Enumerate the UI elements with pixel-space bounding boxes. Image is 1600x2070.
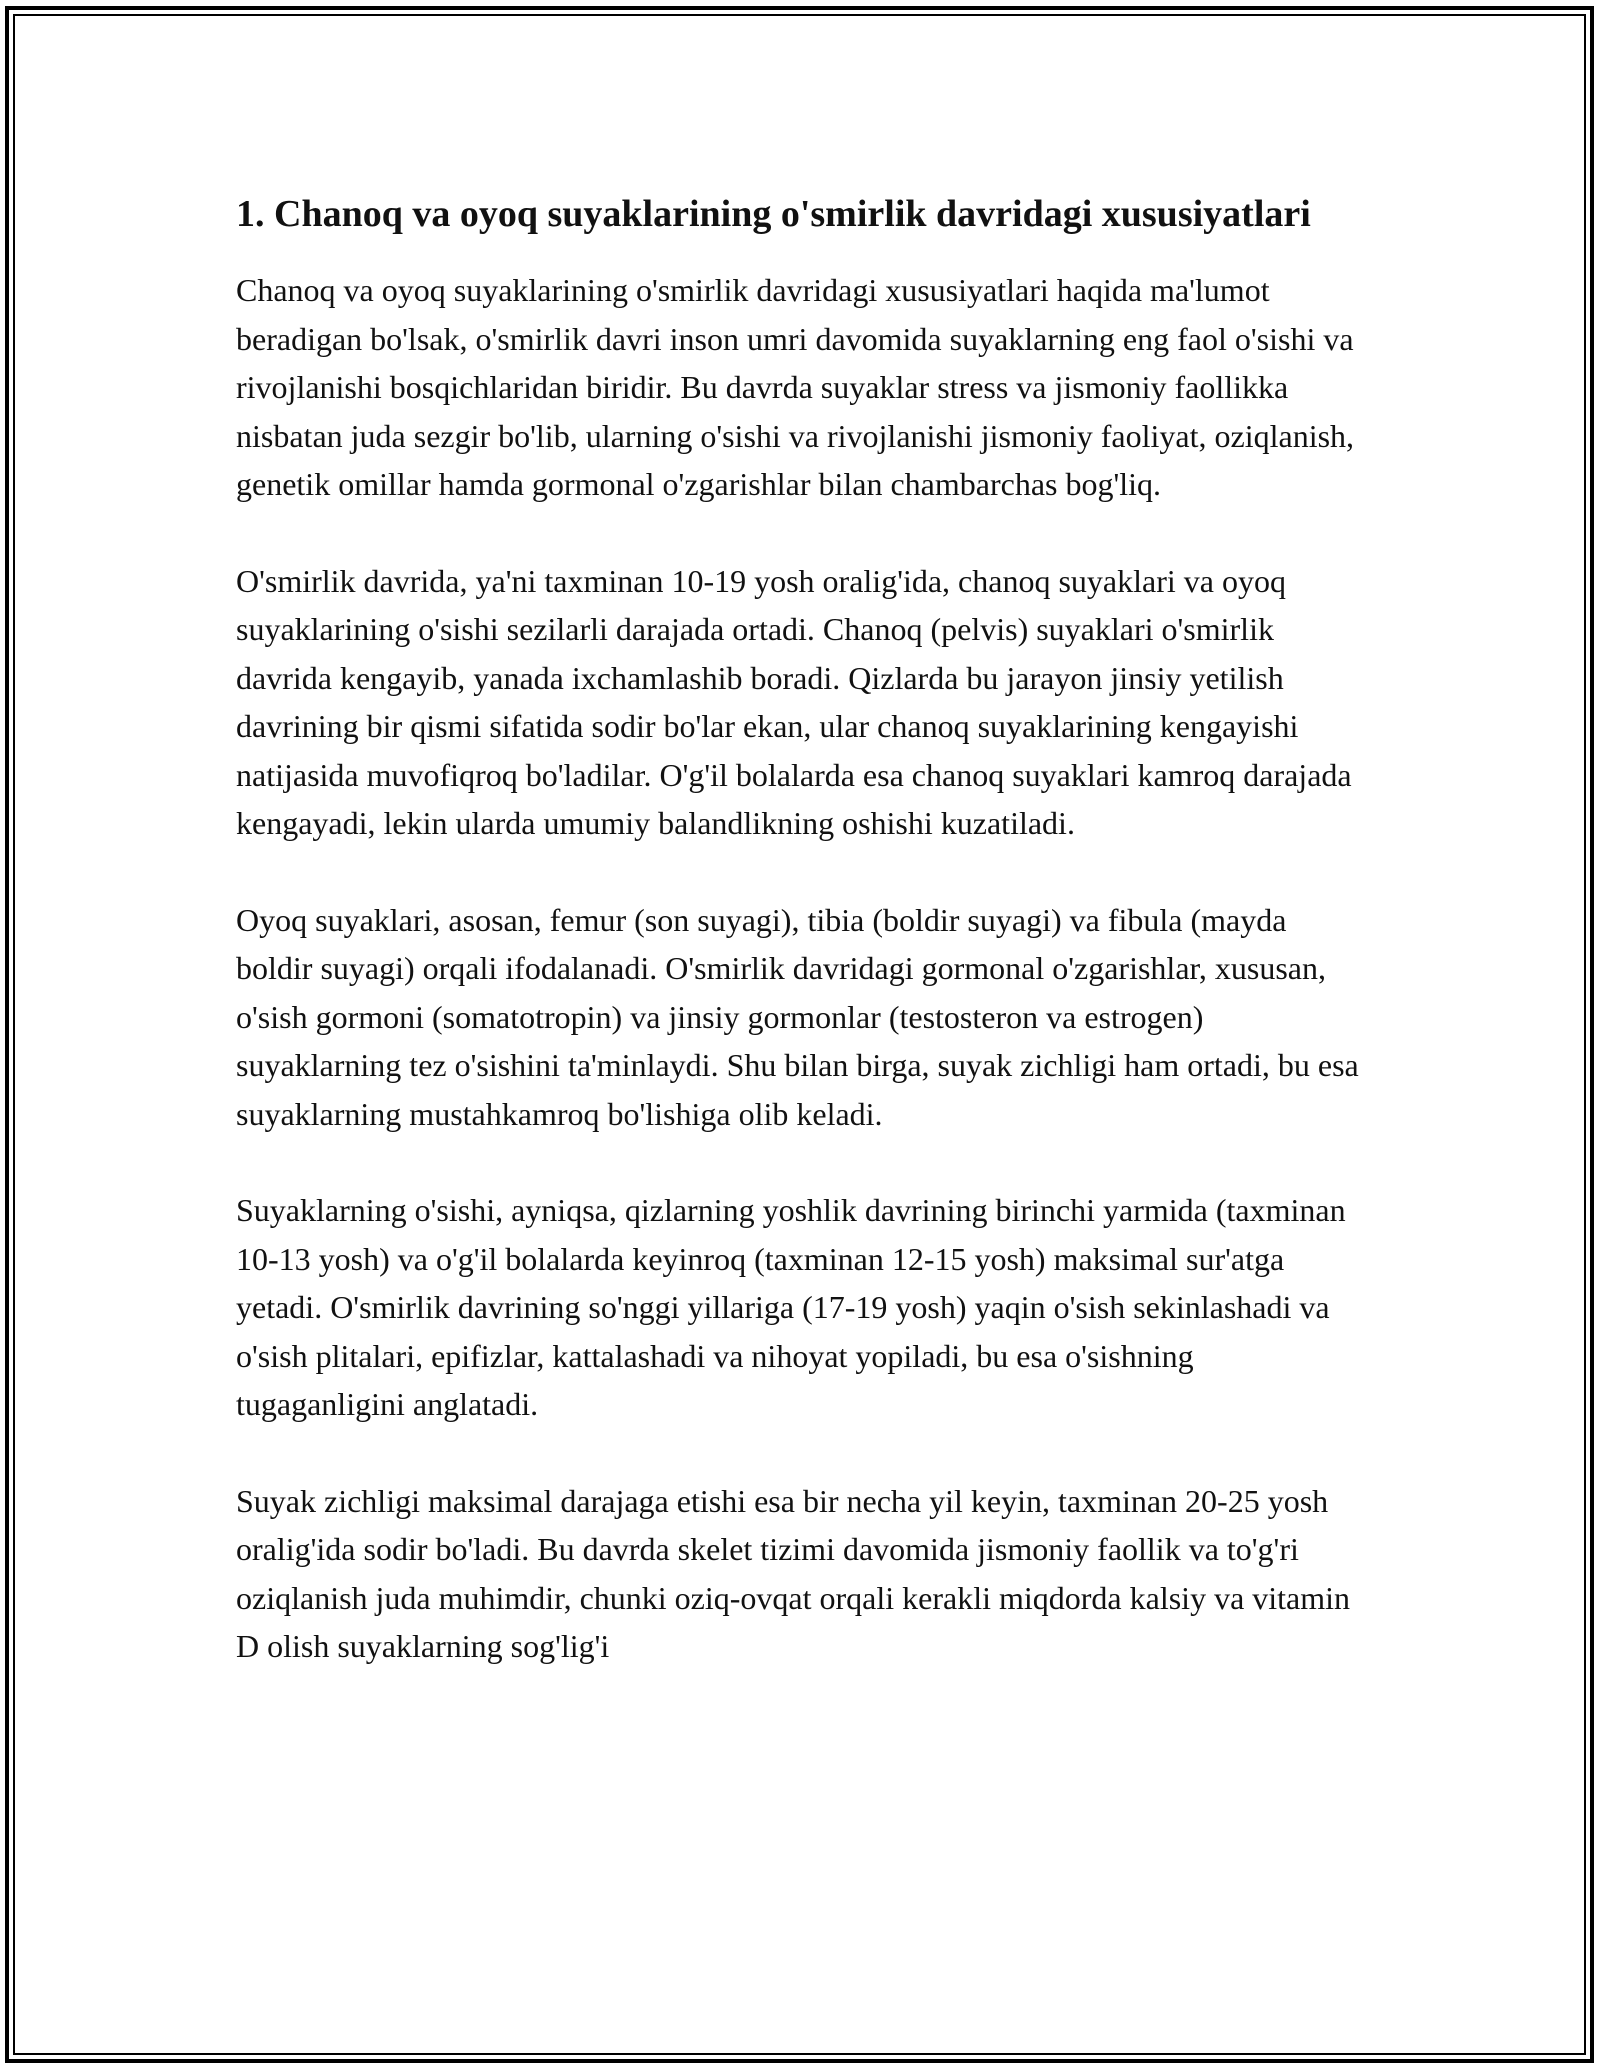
paragraph-4: Suyaklarning o'sishi, ayniqsa, qizlarning yoshlik davrining birinchi yarmida (taxminan 10-13 yosh) va o'g'il bolalarda keyinroq (taxminan 12-15 yosh) maksimal sur'atga yetadi. O'smirlik davrining so'nggi yillariga (17-19 yosh) yaqin o'sish sekinlashadi va o'sish plitalari, epifizlar, kattalashadi va nihoyat yopiladi, bu esa o'sishning tugaganligini anglatadi. — [236, 1192, 1346, 1422]
document-body — [236, 186, 1366, 1719]
paragraph-5: Suyak zichligi maksimal darajaga etishi esa bir necha yil keyin, taxminan 20-25 yosh oralig'ida sodir bo'ladi. Bu davrda skelet tizimi davomida jismoniy faollik va to'g'ri oziqlanish juda muhimdir, chunki oziq-ovqat orqali kerakli miqdorda kalsiy va vitamin D olish suyaklarning sog'lig'i — [236, 1482, 1351, 1664]
section-heading: 1. Chanoq va oyoq suyaklarining o'smirlik davridagi xususiyatlari — [236, 193, 1311, 235]
paragraph-2: O'smirlik davrida, ya'ni taxminan 10-19 yosh oralig'ida, chanoq suyaklari va oyoq suyaklarining o'sishi sezilarli darajada ortadi. Chanoq (pelvis) suyaklari o'smirlik davrida kengayib, yanada ixchamlashib boradi. Qizlarda bu jarayon jinsiy yetilish davrining bir qismi sifatida sodir bo'lar ekan, ular chanoq suyaklarining kengayishi natijasida muvofiqroq bo'ladilar. O'g'il bolalarda esa chanoq suyaklari kamroq darajada kengayadi, lekin ularda umumiy balandlikning oshishi kuzatiladi. — [236, 562, 1352, 841]
paragraph-1: Chanoq va oyoq suyaklarining o'smirlik davridagi xususiyatlari haqida ma'lumot beradigan bo'lsak, o'smirlik davri inson umri davomida suyaklarning eng faol o'sishi va rivojlanishi bosqichlaridan biridir. Bu davrda suyaklar stress va jismoniy faollikka nisbatan juda sezgir bo'lib, ularning o'sishi va rivojlanishi jismoniy faoliyat, oziqlanish, genetik omillar hamda gormonal o'zgarishlar bilan chambarchas bog'liq. — [236, 272, 1355, 502]
paragraph-3: Oyoq suyaklari, asosan, femur (son suyagi), tibia (boldir suyagi) va fibula (mayda boldir suyagi) orqali ifodalanadi. O'smirlik davridagi gormonal o'zgarishlar, xususan, o'sish gormoni (somatotropin) va jinsiy gormonlar (testosteron va estrogen) suyaklarning tez o'sishini ta'minlaydi. Shu bilan birga, suyak zichligi ham ortadi, bu esa suyaklarning mustahkamroq bo'lishiga olib keladi. — [236, 901, 1359, 1132]
